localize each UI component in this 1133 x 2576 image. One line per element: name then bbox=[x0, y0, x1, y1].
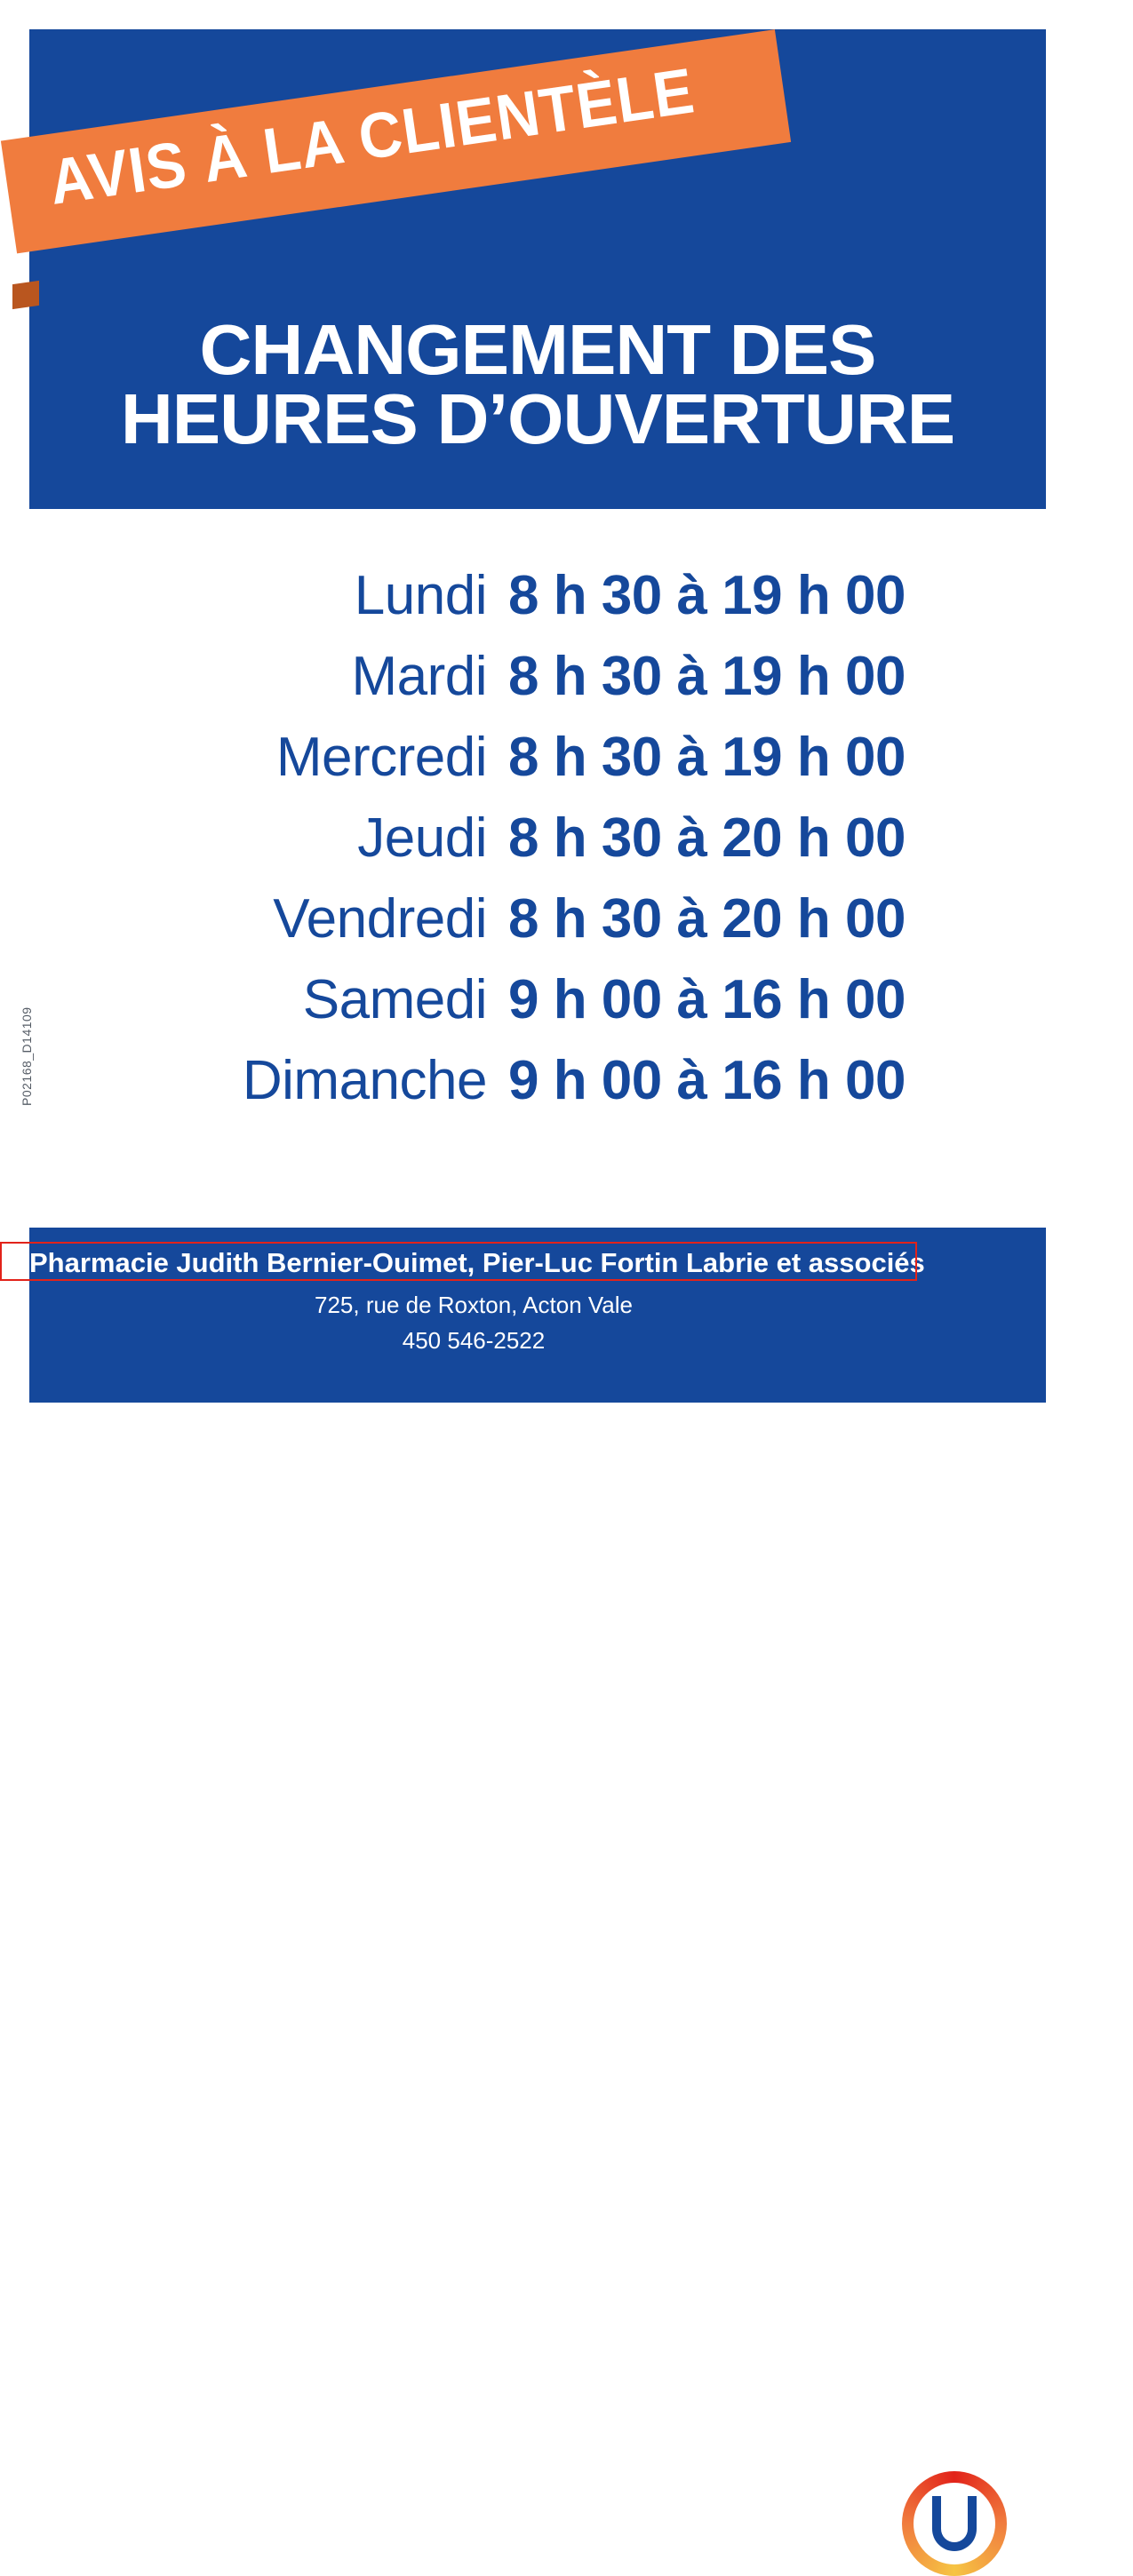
day-label: Lundi bbox=[354, 565, 487, 626]
pharmacy-address: 725, rue de Roxton, Acton Vale bbox=[315, 1292, 633, 1318]
ribbon-label: AVIS À LA CLIENTÈLE bbox=[44, 55, 699, 219]
day-hours: 8 h 30 à 20 h 00 bbox=[508, 888, 906, 950]
day-hours: 9 h 00 à 16 h 00 bbox=[508, 1050, 906, 1111]
hours-table bbox=[29, 564, 1046, 1130]
day-label: Mardi bbox=[351, 646, 487, 707]
table-row bbox=[29, 968, 1046, 1049]
text-selection-highlight[interactable] bbox=[0, 1242, 925, 1281]
table-row bbox=[29, 726, 1046, 807]
day-hours: 8 h 30 à 19 h 00 bbox=[508, 646, 906, 707]
day-label: Jeudi bbox=[357, 807, 487, 869]
day-hours: 8 h 30 à 19 h 00 bbox=[508, 727, 906, 788]
document-code: P02168_D14109 bbox=[20, 1006, 34, 1106]
table-row bbox=[29, 564, 1046, 645]
day-label: Dimanche bbox=[242, 1050, 487, 1111]
day-label: Samedi bbox=[302, 969, 487, 1030]
pharmacy-name: Pharmacie Judith Bernier-Ouimet, Pier-Luc Fortin Labrie et associés bbox=[29, 1247, 925, 1278]
page-title bbox=[29, 310, 1046, 459]
headline-line-2: HEURES D’OUVERTURE bbox=[120, 379, 955, 459]
pharmacy-phone: 450 546-2522 bbox=[402, 1327, 546, 1354]
logo-u-mark bbox=[932, 2496, 977, 2551]
day-label: Vendredi bbox=[273, 888, 487, 950]
table-row bbox=[29, 807, 1046, 887]
day-hours: 8 h 30 à 20 h 00 bbox=[508, 807, 906, 869]
day-hours: 9 h 00 à 16 h 00 bbox=[508, 969, 906, 1030]
headline-line-1: CHANGEMENT DES bbox=[199, 310, 876, 389]
table-row bbox=[29, 887, 1046, 968]
day-hours: 8 h 30 à 19 h 00 bbox=[508, 565, 906, 626]
table-row bbox=[29, 1049, 1046, 1130]
table-row bbox=[29, 645, 1046, 726]
uniprix-logo-icon bbox=[902, 2471, 1007, 2576]
day-label: Mercredi bbox=[275, 727, 487, 788]
